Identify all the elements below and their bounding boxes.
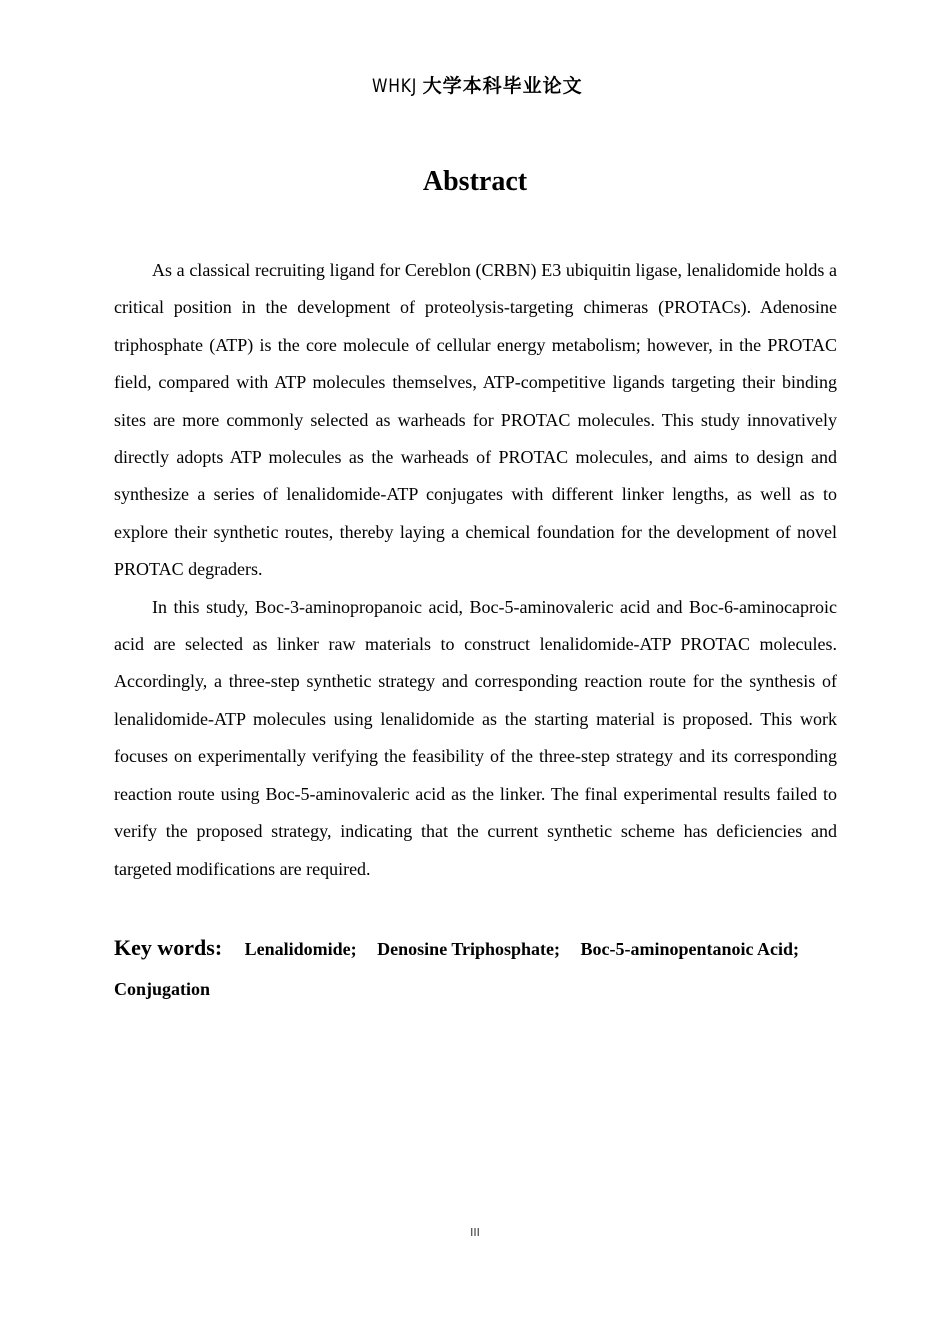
keyword-item: Denosine Triphosphate; bbox=[377, 939, 561, 959]
abstract-body bbox=[114, 252, 837, 888]
running-header-thesis-type: 大学本科毕业论文 bbox=[422, 75, 583, 97]
keywords-label: Key words: bbox=[114, 935, 223, 960]
page-title: Abstract bbox=[422, 166, 528, 197]
running-header-institution: WHKJ bbox=[372, 75, 418, 97]
keywords-section bbox=[114, 928, 837, 1009]
running-header bbox=[0, 72, 950, 100]
keyword-item: Lenalidomide; bbox=[244, 939, 357, 959]
keyword-item: Boc-5-aminopentanoic Acid; bbox=[580, 939, 800, 959]
abstract-paragraph-2: In this study, Boc-3-aminopropanoic acid, Boc-5-aminovaleric acid and Boc-6-aminocaproic acid are selected as linker raw materials to construct lenalidomide-ATP PROTAC molecules. Accordingly, a three-step synthetic strategy and corresponding reaction route for the synthesis of lenalidomide-ATP molecules using lenalidomide as the starting material is proposed. This work focuses on experimentally verifying the feasibility of the three-step strategy and its corresponding reaction route using Boc-5-aminovaleric acid as the linker. The final experimental results failed to verify the proposed strategy, indicating that the current synthetic scheme has deficiencies and targeted modifications are required. bbox=[114, 596, 837, 879]
abstract-paragraph-1: As a classical recruiting ligand for Cereblon (CRBN) E3 ubiquitin ligase, lenalidomide holds a critical position in the development of proteolysis-targeting chimeras (PROTACs). Adenosine triphosphate (ATP) is the core molecule of cellular energy metabolism; however, in the PROTAC field, compared with ATP molecules themselves, ATP-competitive ligands targeting their binding sites are more commonly selected as warheads for PROTAC molecules. This study innovatively directly adopts ATP molecules as the warheads of PROTAC molecules, and aims to design and synthesize a series of lenalidomide-ATP conjugates with different linker lengths, as well as to explore their synthetic routes, thereby laying a chemical foundation for the development of novel PROTAC degraders. bbox=[114, 260, 837, 580]
keyword-item: Conjugation bbox=[114, 979, 211, 999]
page-number: III bbox=[470, 1226, 480, 1239]
